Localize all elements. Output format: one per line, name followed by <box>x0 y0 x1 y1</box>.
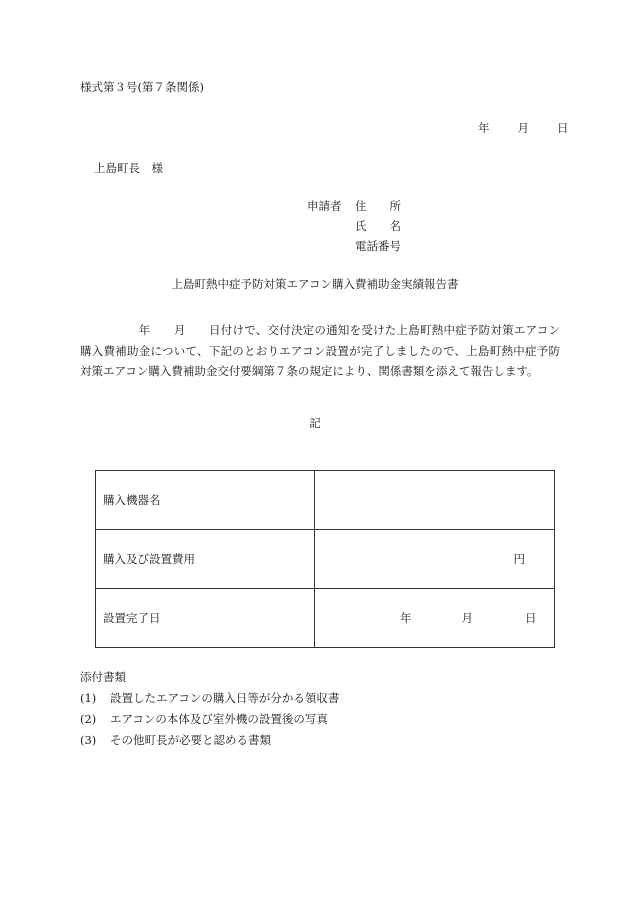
table-row <box>96 530 555 589</box>
attachment-number: (1) <box>80 691 97 705</box>
list-item <box>80 693 339 714</box>
report-table <box>95 470 555 648</box>
cost-value-cell <box>315 530 555 589</box>
attachment-text: その他町長が必要と認める書類 <box>110 733 271 747</box>
purchased-device-value <box>315 471 555 530</box>
completion-month: 月 <box>461 611 473 625</box>
ki-heading: 記 <box>309 416 321 430</box>
table-row <box>96 471 555 530</box>
attachment-text: 設置したエアコンの購入日等が分かる領収書 <box>110 691 340 705</box>
attachments-heading: 添付書類 <box>80 670 126 684</box>
completion-date-cell <box>315 589 555 648</box>
body-paragraph: 年 月 日付けで、交付決定の通知を受けた上島町熱中症予防対策エアコン購入費補助金について、下記のとおりエアコン設置が完了しましたので、上島町熱中症予防対策エアコン購入費補助金交付要綱第７条の規定により、関係書類を添えて報告します。 <box>80 323 560 378</box>
list-item <box>80 714 339 735</box>
completion-year: 年 <box>400 611 412 625</box>
applicant-block <box>307 201 401 261</box>
attachments <box>80 672 339 756</box>
address-label: 住 所 <box>355 199 401 213</box>
applicant-role: 申請者 <box>307 199 342 213</box>
yen-unit: 円 <box>513 552 525 566</box>
date-year: 年 <box>478 121 490 135</box>
purchased-device-label: 購入機器名 <box>96 471 315 530</box>
attachment-number: (3) <box>80 733 97 747</box>
list-item <box>80 735 339 756</box>
attachment-number: (2) <box>80 712 97 726</box>
completion-day: 日 <box>525 611 537 625</box>
attachment-text: エアコンの本体及び室外機の設置後の写真 <box>110 712 328 726</box>
document-title: 上島町熱中症予防対策エアコン購入費補助金実績報告書 <box>171 277 459 291</box>
date-line <box>478 123 569 135</box>
cost-label: 購入及び設置費用 <box>96 530 315 589</box>
completion-date-label: 設置完了日 <box>96 589 315 648</box>
phone-label: 電話番号 <box>355 239 401 253</box>
addressee: 上島町長 様 <box>94 161 163 175</box>
date-day: 日 <box>557 121 569 135</box>
name-label: 氏 名 <box>355 219 401 233</box>
date-month: 月 <box>517 121 529 135</box>
table-row <box>96 589 555 648</box>
form-number: 様式第３号(第７条関係) <box>80 80 204 94</box>
